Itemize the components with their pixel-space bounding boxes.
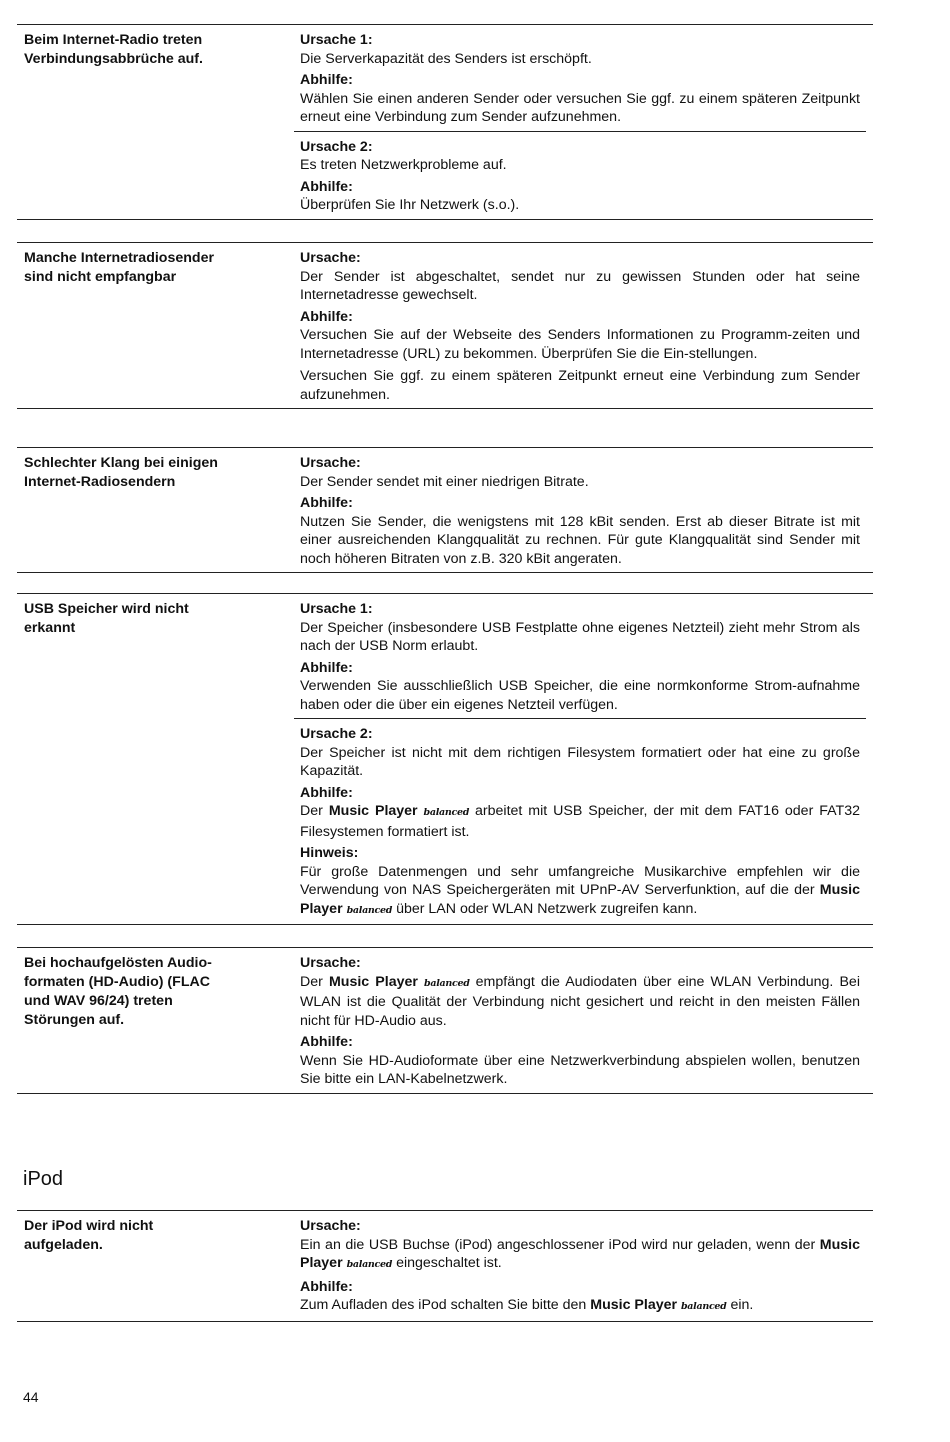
- table-row: [17, 1211, 873, 1321]
- table-row: [17, 25, 873, 219]
- table-row: [17, 594, 873, 924]
- remedy-text: Verwenden Sie ausschließlich USB Speicher, die eine normkonforme Strom-aufnahme haben oder die über ein eigenes Netzteil verfügen.: [300, 678, 860, 713]
- remedy-text: [300, 1296, 860, 1317]
- solution-cell: [294, 594, 866, 924]
- remedy-label: Abhilfe:: [300, 495, 353, 511]
- cause-block: [294, 718, 866, 924]
- solution-cell: [294, 1211, 866, 1321]
- balanced-logo: balanced: [423, 807, 470, 818]
- troubleshoot-table-radio-dropouts: [17, 24, 873, 220]
- cause-text: Der Sender ist abgeschaltet, sendet nur zu gewissen Stunden oder hat seine Internetadresse gewechselt.: [300, 268, 860, 303]
- problem-cell: [17, 594, 238, 924]
- text-fragment: ein.: [730, 1297, 754, 1313]
- solution-cell: [294, 25, 866, 219]
- cause-block: [294, 131, 866, 219]
- remedy-label: Abhilfe:: [300, 178, 353, 195]
- problem-line: Der iPod wird nicht: [24, 1218, 154, 1234]
- note-text: [300, 863, 860, 921]
- table-row: [17, 243, 873, 408]
- remedy-label: Abhilfe:: [300, 1034, 353, 1050]
- product-name: Music Player: [590, 1297, 678, 1313]
- problem-cell: [17, 948, 238, 1093]
- cause-label: Ursache:: [300, 250, 361, 266]
- troubleshoot-table-ipod-charging: [17, 1210, 873, 1322]
- product-name: Music Player: [300, 882, 860, 917]
- problem-line: Beim Internet-Radio treten: [24, 32, 203, 48]
- remedy-label: Abhilfe:: [300, 308, 353, 325]
- remedy-text: Wählen Sie einen anderen Sender oder versuchen Sie ggf. zu einem späteren Zeitpunkt erneut eine Verbindung zum Sender aufzunehmen.: [300, 90, 860, 125]
- remedy-label: Abhilfe:: [300, 659, 353, 676]
- troubleshoot-table-poor-sound: [17, 447, 873, 573]
- cause-label: Ursache:: [300, 455, 361, 471]
- cause-label: Ursache:: [300, 955, 361, 971]
- product-name: Music Player: [300, 1236, 860, 1271]
- problem-line: sind nicht empfangbar: [24, 269, 177, 285]
- text-fragment: Ein an die USB Buchse (iPod) angeschlossener iPod wird nur geladen, wenn der: [300, 1236, 816, 1253]
- table-row: [17, 948, 873, 1093]
- text-fragment: Der: [300, 973, 323, 990]
- cause-text: [300, 1236, 860, 1275]
- cause-block: [294, 25, 866, 131]
- cause-text: Die Serverkapazität des Senders ist erschöpft.: [300, 50, 592, 67]
- problem-line: Internet-Radiosendern: [24, 474, 176, 490]
- page-number: 44: [23, 1389, 39, 1405]
- balanced-logo: balanced: [346, 904, 393, 916]
- troubleshoot-table-stations-unavailable: [17, 242, 873, 409]
- section-title: iPod: [23, 1168, 64, 1190]
- problem-cell: [17, 243, 238, 408]
- cause-block: [294, 594, 866, 718]
- problem-line: Manche Internetradiosender: [24, 250, 215, 266]
- problem-line: und WAV 96/24) treten: [24, 993, 173, 1009]
- balanced-logo: balanced: [346, 1259, 393, 1270]
- text-fragment: Für große Datenmengen und sehr umfangreiche Musikarchive empfehlen wir die Verwendung von NAS Speichergeräten mit UPnP-AV Serverfunktion, auf die der: [300, 863, 860, 898]
- cause-label: Ursache:: [300, 1218, 361, 1234]
- cause-block: [294, 948, 866, 1093]
- solution-cell: [294, 243, 866, 408]
- cause-block: [294, 243, 866, 408]
- table-row: [17, 448, 873, 572]
- problem-line: Bei hochaufgelösten Audio-: [24, 955, 212, 971]
- solution-cell: [294, 948, 866, 1093]
- text-fragment: Der: [300, 803, 323, 819]
- troubleshoot-table-usb-not-detected: [17, 593, 873, 925]
- problem-cell: [17, 448, 238, 572]
- product-name: Music Player: [328, 803, 418, 819]
- cause-block: [294, 1211, 866, 1321]
- remedy-text: Überprüfen Sie Ihr Netzwerk (s.o.).: [300, 197, 520, 213]
- problem-line: Verbindungsabbrüche auf.: [24, 51, 203, 67]
- balanced-logo: balanced: [680, 1301, 727, 1312]
- cause-block: [294, 448, 866, 572]
- cause-text: Der Speicher (insbesondere USB Festplatte ohne eigenes Netzteil) zieht mehr Strom als nach der USB Norm erlaubt.: [300, 619, 860, 654]
- cause-label: Ursache 1:: [300, 601, 373, 617]
- remedy-label: Abhilfe:: [300, 72, 353, 88]
- cause-text: Der Sender sendet mit einer niedrigen Bitrate.: [300, 473, 589, 490]
- remedy-label: Abhilfe:: [300, 1278, 353, 1295]
- problem-line: aufgeladen.: [24, 1237, 103, 1253]
- problem-line: Schlechter Klang bei einigen: [24, 455, 218, 471]
- solution-cell: [294, 448, 866, 572]
- problem-line: USB Speicher wird nicht: [24, 601, 189, 617]
- cause-text: Es treten Netzwerkprobleme auf.: [300, 157, 507, 173]
- remedy-label: Abhilfe:: [300, 784, 353, 801]
- note-label: Hinweis:: [300, 845, 359, 861]
- cause-label: Ursache 2:: [300, 138, 373, 155]
- text-fragment: Zum Aufladen des iPod schalten Sie bitte den: [300, 1297, 587, 1313]
- cause-text: [300, 973, 860, 1031]
- text-fragment: eingeschaltet ist.: [396, 1255, 502, 1271]
- remedy-text: Versuchen Sie ggf. zu einem späteren Zeitpunkt erneut eine Verbindung zum Sender aufzunehmen.: [300, 368, 860, 403]
- problem-cell: [17, 25, 238, 219]
- text-fragment: empfängt die Audiodaten über eine WLAN Verbindung. Bei WLAN ist die Qualität der Verbindung nicht gesichert und reicht in den meisten Fällen nicht für HD-Audio aus.: [300, 973, 860, 1029]
- balanced-logo: balanced: [424, 977, 470, 989]
- remedy-text: Versuchen Sie auf der Webseite des Senders Informationen zu Programm-zeiten und Internetadresse (URL) zu bekommen. Überprüfen Sie die Ein-stellungen.: [300, 327, 860, 362]
- text-fragment: arbeitet mit USB Speicher, der mit dem FAT16 oder FAT32 Filesystemen formatiert ist.: [300, 803, 860, 840]
- cause-text: Der Speicher ist nicht mit dem richtigen Filesystem formatiert oder hat eine zu große Kapazität.: [300, 744, 860, 779]
- remedy-text: Wenn Sie HD-Audioformate über eine Netzwerkverbindung abspielen wollen, benutzen Sie bitte ein LAN-Kabelnetzwerk.: [300, 1052, 860, 1087]
- cause-label: Ursache 2:: [300, 726, 373, 742]
- problem-line: formaten (HD-Audio) (FLAC: [24, 974, 210, 990]
- text-fragment: über LAN oder WLAN Netzwerk zugreifen kann.: [396, 900, 698, 917]
- problem-cell: [17, 1211, 238, 1321]
- problem-line: erkannt: [24, 620, 76, 636]
- cause-label: Ursache 1:: [300, 32, 373, 48]
- product-name: Music Player: [328, 973, 418, 990]
- remedy-text: [300, 802, 860, 841]
- remedy-text: Nutzen Sie Sender, die wenigstens mit 128 kBit senden. Erst ab dieser Bitrate ist mit einer ausreichenden Klangqualität zu rechnen. Für gute Klangqualität sind Sender mit noch höheren Bitraten von z.B. 320 kBit angeraten.: [300, 513, 860, 567]
- troubleshoot-table-hd-audio: [17, 947, 873, 1094]
- problem-line: Störungen auf.: [24, 1012, 125, 1028]
